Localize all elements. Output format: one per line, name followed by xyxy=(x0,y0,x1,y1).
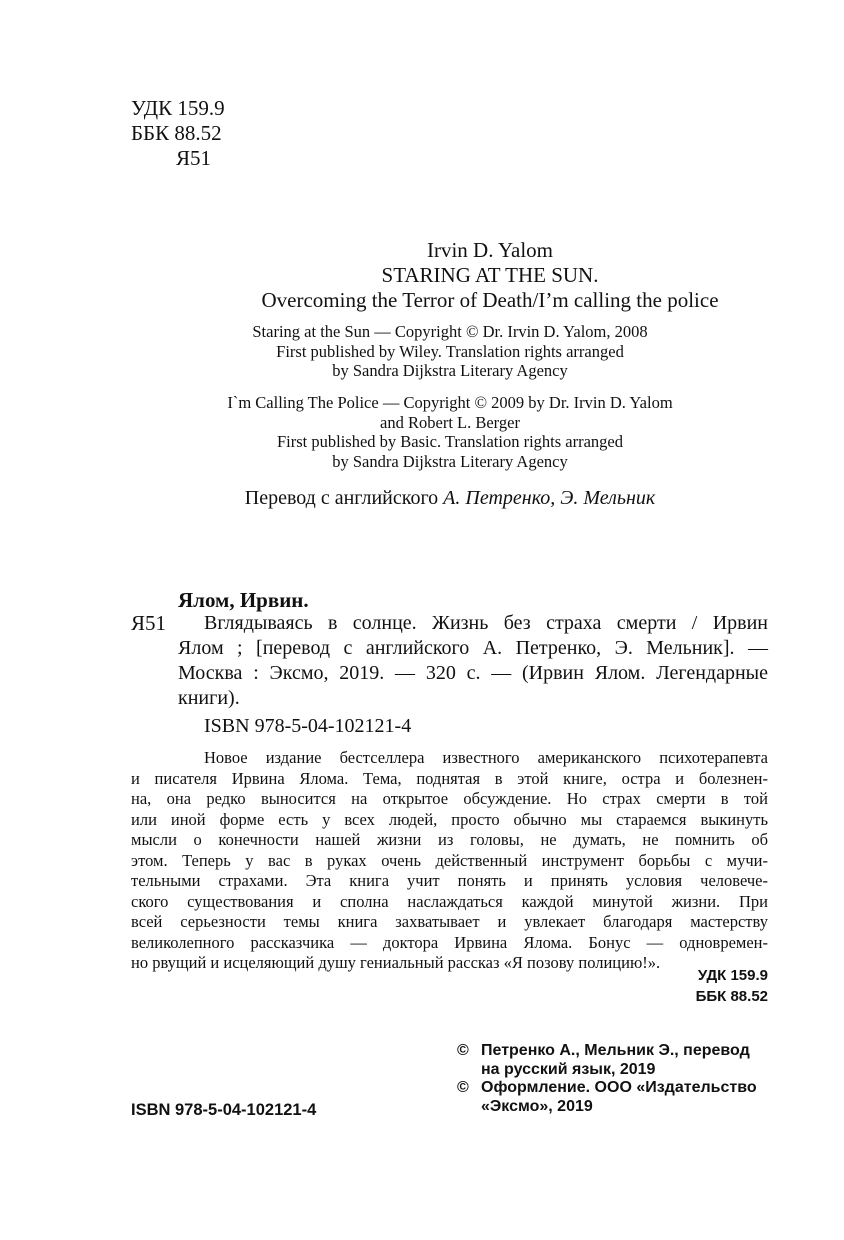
copyright-text-line: Оформление. ООО «Издательство xyxy=(481,1079,757,1096)
catalog-line: Ялом ; [перевод с английского А. Петренко, Э. Мельник]. — xyxy=(178,637,768,659)
top-udk-code: УДК 159.9 xyxy=(131,96,225,120)
annotation-line: и писателя Ирвина Ялома. Тема, поднятая в этой книге, остра и болезнен- xyxy=(131,768,768,788)
catalog-line: Москва : Эксмо, 2019. — 320 с. — (Ирвин Ялом. Легендарные xyxy=(178,662,768,684)
copyright-line: by Sandra Dijkstra Literary Agency xyxy=(332,361,568,380)
copyright-line: First published by Wiley. Translation rights arranged xyxy=(276,341,624,361)
annotation-line: всей серьезности темы книга захватывает и увлекает благодаря мастерству xyxy=(131,912,768,931)
copyright-icon: © xyxy=(457,1042,469,1059)
catalog-heading: Ялом, Ирвин. xyxy=(178,588,309,612)
copyright-line: and Robert L. Berger xyxy=(380,412,520,432)
copyright-line: by Sandra Dijkstra Literary Agency xyxy=(332,451,568,471)
catalog-line: Вглядываясь в солнце. Жизнь без страха смерти / Ирвин xyxy=(204,612,768,634)
bottom-bbk-code: ББК 88.52 xyxy=(695,988,768,1005)
annotation-line: тельными страхами. Эта книга учит понять и принять условия человече- xyxy=(131,871,768,890)
footer-copyright-design xyxy=(457,1079,787,1116)
annotation-line: мысли о конечности нашей жизни из головы, не думать, не помнить об xyxy=(131,830,768,849)
annotation-line: на, она редко выносится на открытое обсуждение. Но страх смерти в той xyxy=(131,789,768,808)
catalog-description xyxy=(178,611,768,711)
annotation-line: ского существования и сполна наслаждаться каждой минутой жизни. При xyxy=(131,891,768,911)
copyright-text-line: «Эксмо», 2019 xyxy=(481,1097,593,1115)
annotation-line: но рвущий и исцеляющий душу гениальный рассказ «Я позову полицию!». xyxy=(131,953,661,972)
bottom-udk-code: УДК 159.9 xyxy=(697,967,768,984)
copyright-block-police xyxy=(100,393,800,471)
top-classification-codes xyxy=(131,96,225,171)
translators-names: А. Петренко, Э. Мельник xyxy=(443,487,656,509)
annotation xyxy=(131,748,768,974)
copyright-line: I`m Calling The Police — Copyright © 2009 by Dr. Irvin D. Yalom xyxy=(227,393,673,412)
copyright-block-staring xyxy=(100,322,800,381)
copyright-line: Staring at the Sun — Copyright © Dr. Irvin D. Yalom, 2008 xyxy=(252,322,648,341)
original-title: STARING AT THE SUN. xyxy=(381,263,599,287)
annotation-line: Новое издание бестселлера известного американского психотерапевта xyxy=(204,748,768,767)
catalog-author-mark: Я51 xyxy=(131,611,167,635)
top-bbk-code: ББК 88.52 xyxy=(131,121,222,145)
bottom-classification-codes xyxy=(560,965,768,1007)
original-subtitle: Overcoming the Terror of Death/I’m calling the police xyxy=(261,288,719,312)
top-author-mark: Я51 xyxy=(176,146,212,170)
footer-isbn: ISBN 978-5-04-102121-4 xyxy=(131,1101,317,1119)
footer-copyright-translation xyxy=(457,1042,787,1079)
footer-copyrights xyxy=(457,1042,787,1116)
copyright-text-line: Петренко А., Мельник Э., перевод xyxy=(481,1042,750,1059)
annotation-line: великолепного рассказчика — доктора Ирвина Ялома. Бонус — одновремен- xyxy=(131,932,768,952)
copyright-line: First published by Basic. Translation rights arranged xyxy=(276,432,624,451)
catalog-line: книги). xyxy=(178,687,240,709)
translation-credit xyxy=(100,486,800,510)
annotation-line: этом. Теперь у вас в руках очень действенный инструмент борьбы с мучи- xyxy=(131,850,768,870)
original-title-block xyxy=(140,238,840,313)
original-author: Irvin D. Yalom xyxy=(426,238,553,262)
copyright-text-line: на русский язык, 2019 xyxy=(481,1060,656,1078)
translation-prefix: Перевод с английского xyxy=(244,487,444,509)
copyright-icon: © xyxy=(457,1079,469,1096)
annotation-line: или иной форме есть у всех людей, просто обычно мы стараемся выкинуть xyxy=(131,809,768,829)
catalog-isbn: ISBN 978-5-04-102121-4 xyxy=(204,715,412,737)
